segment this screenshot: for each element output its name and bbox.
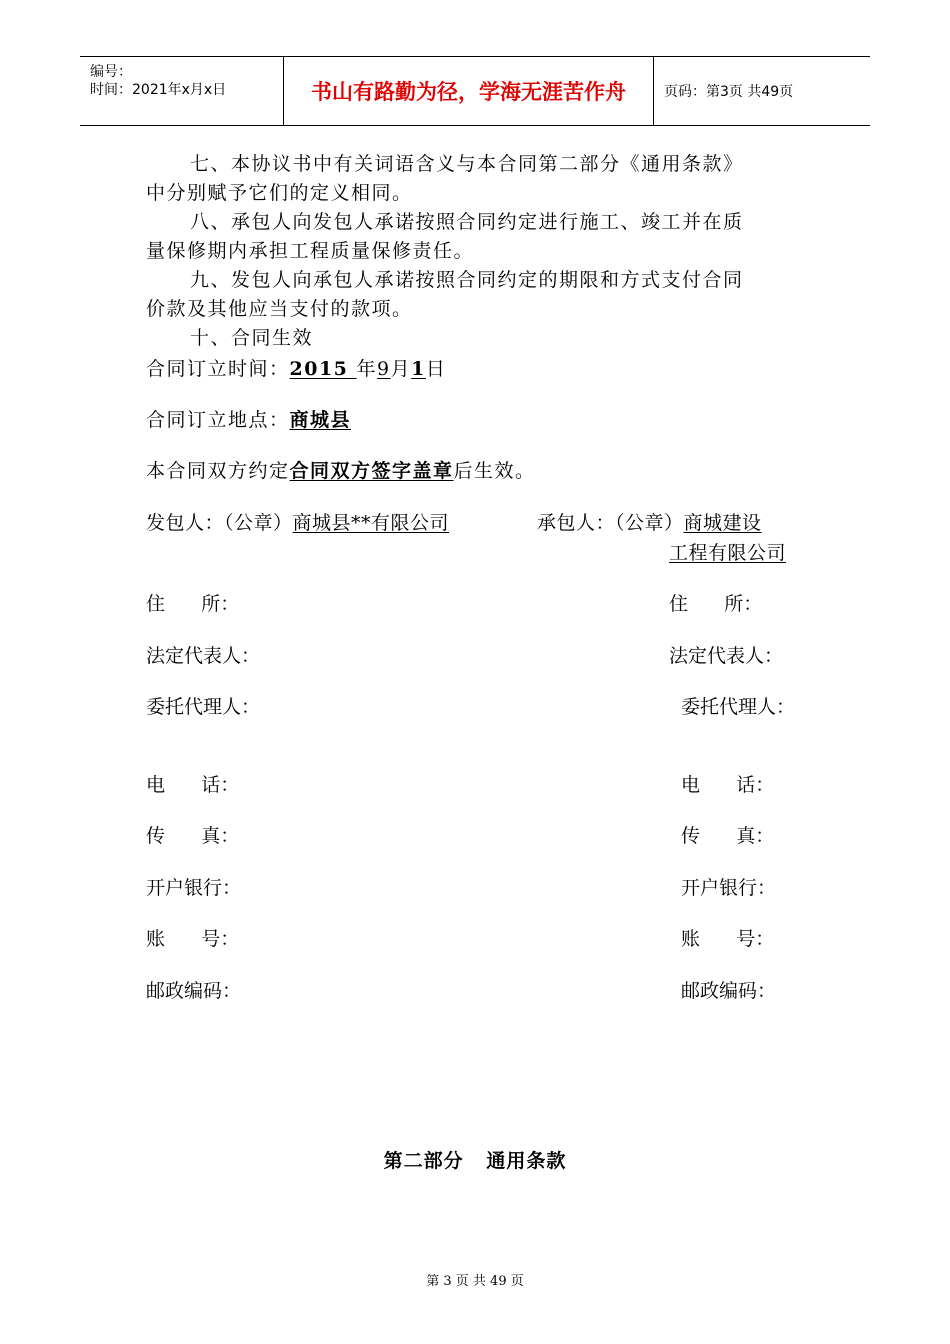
document-time-label: 时间：2021年x月x日 bbox=[90, 82, 227, 98]
clause-8-line-1: 八、承包人向发包人承诺按照合同约定进行施工、竣工并在质 bbox=[190, 211, 744, 233]
employer-name: 商城县**有限公司 bbox=[292, 512, 450, 534]
sign-time-label: 合同订立时间： bbox=[146, 358, 290, 380]
header-motto: 书山有路勤为径，学海无涯苦作舟 bbox=[283, 57, 654, 125]
clause-9-line-1: 九、发包人向承包人承诺按照合同约定的期限和方式支付合同 bbox=[190, 269, 744, 291]
document-number-label: 编号： bbox=[90, 64, 132, 80]
sign-place-label: 合同订立地点： bbox=[146, 409, 290, 431]
contractor-postcode-label: 邮政编码： bbox=[681, 980, 777, 1002]
contractor-account-label: 账 号： bbox=[681, 928, 775, 950]
employer-account-label: 账 号： bbox=[146, 928, 240, 950]
header-meta bbox=[80, 57, 283, 125]
effect-post: 后生效。 bbox=[453, 460, 536, 482]
clause-7-line-1: 七、本协议书中有关词语含义与本合同第二部分《通用条款》 bbox=[190, 153, 744, 175]
effect-pre: 本合同双方约定 bbox=[146, 460, 290, 482]
contractor-label: 承包人：（公章） bbox=[537, 512, 684, 534]
contractor-fax-label: 传 真： bbox=[681, 825, 775, 847]
page-footer: 第 3 页 共 49 页 bbox=[426, 1274, 524, 1289]
employer-address-label: 住 所： bbox=[146, 593, 240, 615]
sign-month-unit: 月 bbox=[390, 358, 412, 380]
header-page-info: 页码：第3页 共49页 bbox=[664, 84, 794, 100]
effect-condition: 合同双方签字盖章 bbox=[289, 460, 454, 482]
sign-place-row bbox=[146, 405, 351, 432]
clause-10-heading: 十、合同生效 bbox=[190, 327, 314, 349]
employer-postcode-label: 邮政编码： bbox=[146, 980, 242, 1002]
sign-month: 9 bbox=[377, 358, 391, 380]
page-header bbox=[80, 56, 870, 126]
contractor-row bbox=[537, 508, 762, 535]
sign-day: 1 bbox=[411, 358, 426, 380]
clause-9-line-2: 价款及其他应当支付的款项。 bbox=[146, 298, 413, 320]
section-title: 第二部分 通用条款 bbox=[383, 1150, 567, 1172]
contractor-bank-label: 开户银行： bbox=[681, 877, 777, 899]
contractor-address-label: 住 所： bbox=[669, 593, 763, 615]
employer-row bbox=[146, 508, 449, 535]
contractor-phone-label: 电 话： bbox=[681, 774, 775, 796]
employer-legal-rep-label: 法定代表人： bbox=[146, 645, 261, 667]
clause-7-line-2: 中分别赋予它们的定义相同。 bbox=[146, 182, 413, 204]
contractor-legal-rep-label: 法定代表人： bbox=[669, 645, 784, 667]
employer-label: 发包人：（公章） bbox=[146, 512, 293, 534]
employer-fax-label: 传 真： bbox=[146, 825, 240, 847]
contractor-name-2: 工程有限公司 bbox=[669, 542, 787, 564]
clause-8-line-2: 量保修期内承担工程质量保修责任。 bbox=[146, 240, 475, 262]
contractor-agent-label: 委托代理人： bbox=[681, 696, 796, 718]
effect-row bbox=[146, 456, 536, 483]
sign-year: 2015 bbox=[289, 358, 349, 380]
employer-bank-label: 开户银行： bbox=[146, 877, 242, 899]
sign-place: 商城县 bbox=[289, 409, 352, 431]
contractor-name-1: 商城建设 bbox=[683, 512, 762, 534]
sign-year-unit: 年 bbox=[356, 358, 378, 380]
employer-agent-label: 委托代理人： bbox=[146, 696, 261, 718]
sign-day-unit: 日 bbox=[425, 358, 447, 380]
sign-time-row bbox=[146, 354, 446, 381]
employer-phone-label: 电 话： bbox=[146, 774, 240, 796]
